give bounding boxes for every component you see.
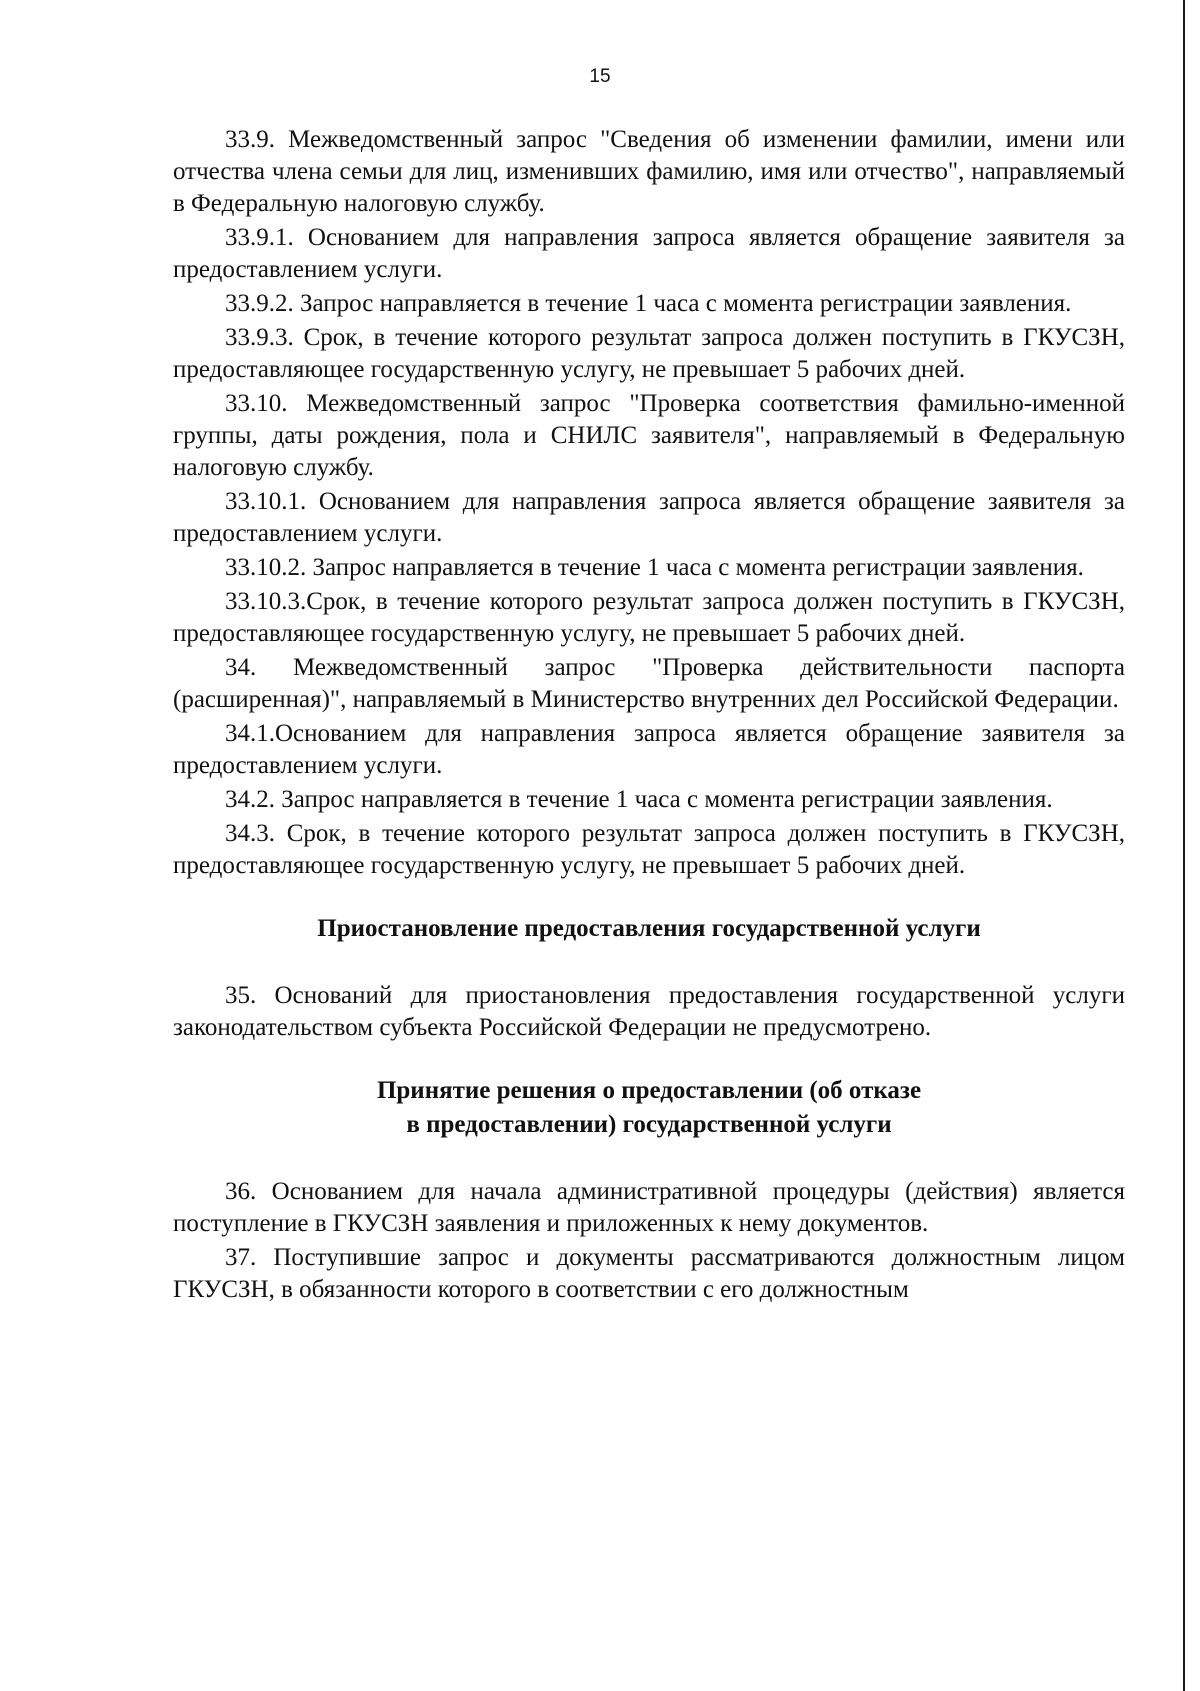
paragraph-34: 34. Межведомственный запрос "Проверка действительности паспорта (расширенная)", направляемый в Министерство внутренних дел Российской Федерации.	[173, 654, 1125, 713]
paragraph-34-1: 34.1.Основанием для направления запроса является обращение заявителя за предоставлением услуги.	[173, 720, 1125, 779]
paragraph-33-9-1: 33.9.1. Основанием для направления запроса является обращение заявителя за предоставлением услуги.	[173, 224, 1125, 283]
page-edge-line	[1183, 0, 1185, 1691]
section-heading-decision-line2: в предоставлении) государственной услуги	[406, 1111, 892, 1138]
section-heading-decision	[173, 1074, 1125, 1142]
paragraph-33-9-2: 33.9.2. Запрос направляется в течение 1 часа с момента регистрации заявления.	[225, 290, 1072, 317]
paragraph-34-2: 34.2. Запрос направляется в течение 1 часа с момента регистрации заявления.	[225, 786, 1053, 813]
paragraph-35: 35. Оснований для приостановления предоставления государственной услуги законодательством субъекта Российской Федерации не предусмотрено.	[173, 982, 1125, 1041]
paragraph-33-10-2: 33.10.2. Запрос направляется в течение 1 часа с момента регистрации заявления.	[225, 554, 1084, 581]
paragraph-36: 36. Основанием для начала административной процедуры (действия) является поступление в ГКУСЗН заявления и приложенных к нему документов.	[173, 1178, 1125, 1237]
paragraph-34-3: 34.3. Срок, в течение которого результат запроса должен поступить в ГКУСЗН, предоставляющее государственную услугу, не превышает 5 рабочих дней.	[173, 820, 1125, 879]
section-heading-suspension: Приостановление предоставления государственной услуги	[317, 915, 981, 942]
paragraph-33-10-1: 33.10.1. Основанием для направления запроса является обращение заявителя за предоставлением услуги.	[173, 488, 1125, 547]
section-heading-decision-line1: Принятие решения о предоставлении (об отказе	[376, 1077, 922, 1104]
paragraph-33-9: 33.9. Межведомственный запрос "Сведения об изменении фамилии, имени или отчества члена семьи для лиц, изменивших фамилию, имя или отчество", направляемый в Федеральную налоговую службу.	[173, 126, 1125, 217]
paragraph-33-9-3: 33.9.3. Срок, в течение которого результат запроса должен поступить в ГКУСЗН, предоставляющее государственную услугу, не превышает 5 рабочих дней.	[173, 324, 1125, 383]
paragraph-37: 37. Поступившие запрос и документы рассматриваются должностным лицом ГКУСЗН, в обязанности которого в соответствии с его должностным	[173, 1244, 1125, 1303]
page-number: 15	[589, 66, 611, 87]
paragraph-33-10: 33.10. Межведомственный запрос "Проверка соответствия фамильно-именной группы, даты рождения, пола и СНИЛС заявителя", направляемый в Федеральную налоговую службу.	[173, 390, 1125, 481]
document-body	[173, 124, 1125, 1308]
paragraph-33-10-3: 33.10.3.Срок, в течение которого результат запроса должен поступить в ГКУСЗН, предоставляющее государственную услугу, не превышает 5 рабочих дней.	[173, 588, 1125, 647]
